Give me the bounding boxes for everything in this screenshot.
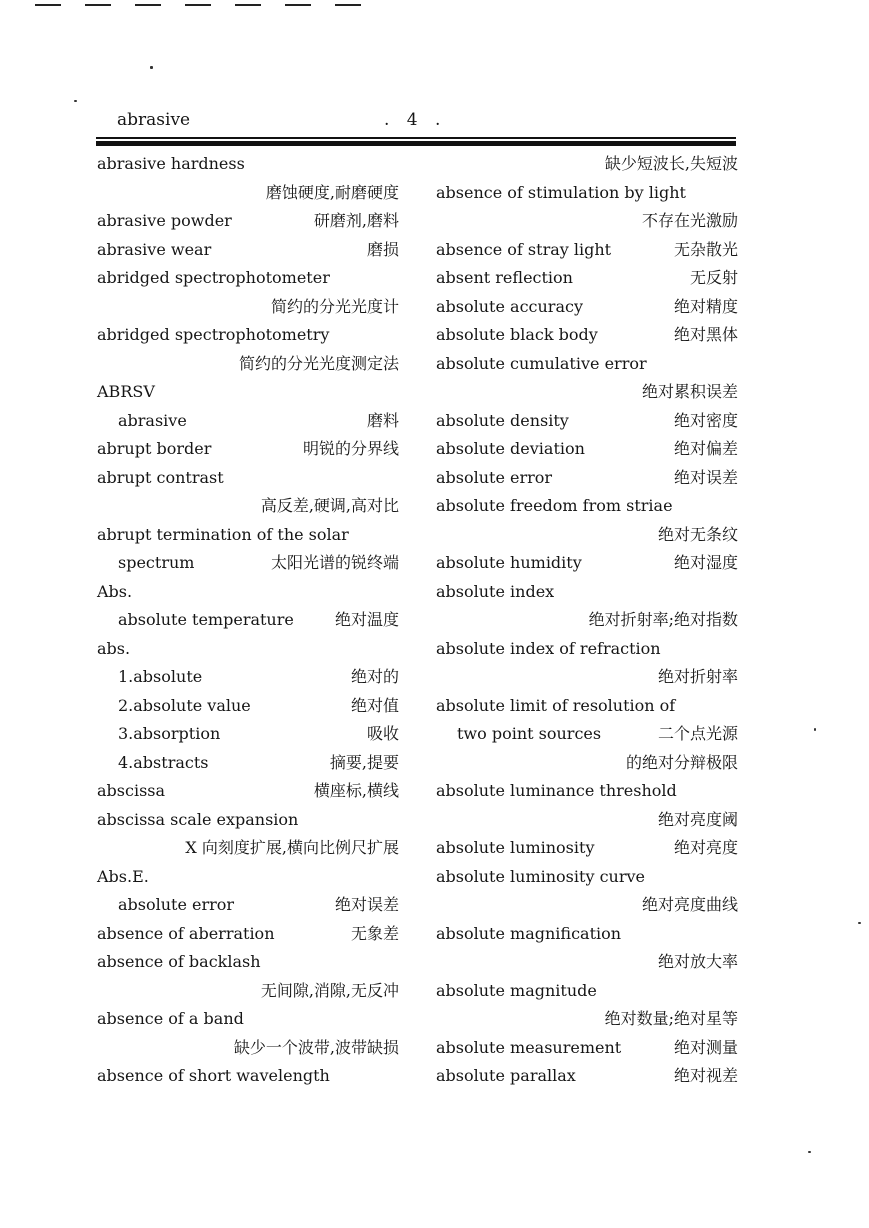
entry-translation: 无间隙,消隙,无反冲 <box>260 980 399 1000</box>
entry-translation: 绝对精度 <box>673 296 738 316</box>
entry-translation: 绝对亮度 <box>673 838 738 857</box>
dictionary-line <box>97 179 399 208</box>
entry-term: abscissa <box>97 781 166 800</box>
entry-term: absolute accuracy <box>436 296 583 316</box>
dictionary-line <box>97 492 399 521</box>
dictionary-line <box>97 948 399 977</box>
entry-translation: 绝对放大率 <box>657 952 738 971</box>
dictionary-line <box>97 207 399 236</box>
scan-speck <box>858 922 861 924</box>
entry-term: abridged spectrophotometer <box>97 268 330 287</box>
scan-mark <box>135 4 161 6</box>
entry-translation: 绝对无条纹 <box>657 524 738 544</box>
entry-term: absolute limit of resolution of <box>436 695 676 715</box>
dictionary-line <box>436 207 738 236</box>
dictionary-line <box>97 806 399 835</box>
dictionary-line <box>436 578 738 607</box>
dictionary-line <box>436 264 738 293</box>
dictionary-line <box>436 891 738 920</box>
dictionary-line <box>436 350 738 379</box>
entry-translation: 绝对湿度 <box>673 553 738 572</box>
entry-translation: 绝对累积误差 <box>641 382 738 401</box>
entry-translation: 绝对误差 <box>334 895 399 914</box>
scan-mark <box>285 4 311 6</box>
dictionary-line <box>97 920 399 949</box>
dictionary-line <box>436 1062 738 1091</box>
entry-term: absence of short wavelength <box>97 1066 330 1085</box>
entry-term: absolute index of refraction <box>436 638 661 658</box>
entry-term: absolute error <box>436 467 553 487</box>
scan-mark <box>85 4 111 6</box>
dictionary-line <box>97 977 399 1006</box>
dictionary-line <box>97 663 399 692</box>
dictionary-line <box>436 749 738 778</box>
entry-translation: 绝对误差 <box>673 467 738 487</box>
entry-term: absolute humidity <box>436 553 582 572</box>
entry-translation: 绝对的 <box>350 667 399 686</box>
entry-term: absolute black body <box>436 325 598 344</box>
dictionary-line <box>436 806 738 835</box>
dictionary-line <box>97 1005 399 1034</box>
dictionary-line <box>97 834 399 863</box>
entry-translation: 吸收 <box>366 724 399 743</box>
scan-mark <box>335 4 361 6</box>
entry-translation: 绝对温度 <box>334 610 399 629</box>
entry-term: 4.abstracts <box>118 752 209 772</box>
entry-translation: 简约的分光光度计 <box>270 296 399 316</box>
dictionary-line <box>436 948 738 977</box>
dictionary-line <box>97 578 399 607</box>
dictionary-line <box>436 293 738 322</box>
dictionary-line <box>436 521 738 550</box>
dictionary-line <box>436 920 738 949</box>
entry-translation: 绝对值 <box>350 695 399 715</box>
entry-term: abrupt termination of the solar <box>97 524 349 544</box>
entry-translation: 绝对亮度曲线 <box>641 895 738 914</box>
dictionary-line <box>436 720 738 749</box>
scan-speck <box>808 1151 811 1153</box>
dictionary-line <box>436 977 738 1006</box>
entry-term: absolute index <box>436 581 555 601</box>
entry-term: absolute magnitude <box>436 980 597 1000</box>
entry-translation: 太阳光谱的锐终端 <box>270 553 399 572</box>
scan-mark <box>35 4 61 6</box>
dictionary-line <box>97 150 399 179</box>
entry-translation: X 向刻度扩展,横向比例尺扩展 <box>185 838 399 857</box>
entry-term: abrasive wear <box>97 239 212 259</box>
entry-term: absolute magnification <box>436 923 622 943</box>
dictionary-line <box>97 521 399 550</box>
entry-term: absence of aberration <box>97 923 275 943</box>
scan-mark <box>185 4 211 6</box>
header-rule-thick <box>96 141 736 146</box>
entry-term: absolute error <box>118 895 235 914</box>
entry-term: absence of stray light <box>436 239 612 259</box>
entry-term: absolute deviation <box>436 439 585 458</box>
entry-term: abrupt border <box>97 439 212 458</box>
dictionary-line <box>436 635 738 664</box>
entry-translation: 明锐的分界线 <box>302 439 399 458</box>
entry-translation: 高反差,硬调,高对比 <box>260 496 399 515</box>
dictionary-line <box>97 264 399 293</box>
dictionary-line <box>436 378 738 407</box>
entry-translation: 绝对折射率;绝对指数 <box>588 610 738 629</box>
entry-term: absolute luminosity curve <box>436 866 645 886</box>
entry-term: abrasive powder <box>97 211 232 230</box>
page-number: . 4 . <box>384 110 447 130</box>
scan-speck <box>150 66 153 69</box>
running-head: abrasive <box>117 110 191 130</box>
dictionary-line <box>97 606 399 635</box>
entry-term: Abs.E. <box>97 866 149 886</box>
dictionary-line <box>436 179 738 208</box>
entry-term: absolute temperature <box>118 610 294 629</box>
entry-translation: 无反射 <box>689 268 738 287</box>
left-column <box>97 150 399 1091</box>
entry-term: ABRSV <box>97 382 155 401</box>
dictionary-line <box>97 1034 399 1063</box>
entry-translation: 磨料 <box>366 410 399 430</box>
dictionary-line <box>436 236 738 265</box>
dictionary-line <box>97 777 399 806</box>
dictionary-line <box>97 321 399 350</box>
scan-mark <box>235 4 261 6</box>
dictionary-line <box>97 720 399 749</box>
dictionary-line <box>436 606 738 635</box>
entry-translation: 绝对黑体 <box>673 325 738 344</box>
entry-translation: 绝对偏差 <box>673 439 738 458</box>
entry-translation: 的绝对分辩极限 <box>625 752 738 772</box>
dictionary-line <box>436 777 738 806</box>
entry-term: spectrum <box>118 553 195 572</box>
dictionary-line <box>97 692 399 721</box>
entry-translation: 缺少短波长,失短波 <box>604 154 738 173</box>
dictionary-line <box>436 150 738 179</box>
entry-translation: 磨损 <box>366 239 399 259</box>
header-rule <box>96 137 736 139</box>
entry-term: 2.absolute value <box>118 695 251 715</box>
dictionary-line <box>436 863 738 892</box>
dictionary-line <box>436 492 738 521</box>
entry-translation: 绝对折射率 <box>657 667 738 686</box>
dictionary-line <box>97 1062 399 1091</box>
entry-term: absence of a band <box>97 1009 244 1028</box>
dictionary-line <box>97 293 399 322</box>
entry-translation: 磨蚀硬度,耐磨硬度 <box>265 182 399 202</box>
right-column <box>436 150 738 1091</box>
entry-term: Abs. <box>97 581 133 601</box>
entry-term: absolute luminosity <box>436 838 595 857</box>
entry-term: abs. <box>97 638 131 658</box>
dictionary-line <box>97 549 399 578</box>
dictionary-line <box>97 863 399 892</box>
dictionary-line <box>436 321 738 350</box>
scan-speck <box>74 100 77 102</box>
entry-term: abrupt contrast <box>97 467 224 487</box>
entry-term: abscissa scale expansion <box>97 809 299 829</box>
dictionary-line <box>97 407 399 436</box>
entry-translation: 绝对亮度阈 <box>657 809 738 829</box>
dictionary-line <box>436 549 738 578</box>
dictionary-line <box>97 378 399 407</box>
entry-term: abrasive hardness <box>97 154 245 173</box>
entry-translation: 摘要,提要 <box>329 752 399 772</box>
entry-term: abridged spectrophotometry <box>97 325 330 344</box>
entry-term: two point sources <box>457 724 602 743</box>
entry-term: absolute parallax <box>436 1066 576 1085</box>
entry-term: absence of stimulation by light <box>436 182 686 202</box>
entry-translation: 绝对数量;绝对星等 <box>604 1009 738 1028</box>
dictionary-line <box>436 464 738 493</box>
entry-translation: 简约的分光光度测定法 <box>238 353 399 373</box>
entry-translation: 二个点光源 <box>657 724 738 743</box>
entry-term: abrasive <box>118 410 187 430</box>
entry-translation: 横座标,横线 <box>313 781 399 800</box>
entry-translation: 绝对视差 <box>673 1066 738 1085</box>
entry-translation: 绝对密度 <box>673 410 738 430</box>
entry-translation: 无象差 <box>350 923 399 943</box>
entry-term: absolute measurement <box>436 1037 622 1057</box>
dictionary-line <box>97 891 399 920</box>
dictionary-line <box>436 1034 738 1063</box>
entry-term: absolute cumulative error <box>436 353 647 373</box>
dictionary-line <box>97 236 399 265</box>
entry-term: absolute freedom from striae <box>436 496 673 515</box>
dictionary-line <box>97 464 399 493</box>
dictionary-line <box>436 834 738 863</box>
entry-term: 1.absolute <box>118 667 203 686</box>
dictionary-line <box>97 635 399 664</box>
dictionary-line <box>436 692 738 721</box>
entry-translation: 缺少一个波带,波带缺损 <box>233 1037 399 1057</box>
dictionary-line <box>436 407 738 436</box>
entry-term: absolute density <box>436 410 569 430</box>
entry-translation: 无杂散光 <box>673 239 738 259</box>
entry-translation: 不存在光激励 <box>641 211 738 230</box>
entry-term: absent reflection <box>436 268 573 287</box>
scan-speck <box>814 728 816 731</box>
dictionary-line <box>97 749 399 778</box>
entry-translation: 研磨剂,磨料 <box>313 211 399 230</box>
dictionary-line <box>436 435 738 464</box>
dictionary-line <box>97 350 399 379</box>
entry-translation: 绝对测量 <box>673 1037 738 1057</box>
dictionary-line <box>97 435 399 464</box>
entry-term: 3.absorption <box>118 724 221 743</box>
entry-term: absolute luminance threshold <box>436 781 677 800</box>
dictionary-line <box>436 1005 738 1034</box>
dictionary-line <box>436 663 738 692</box>
entry-term: absence of backlash <box>97 952 261 971</box>
